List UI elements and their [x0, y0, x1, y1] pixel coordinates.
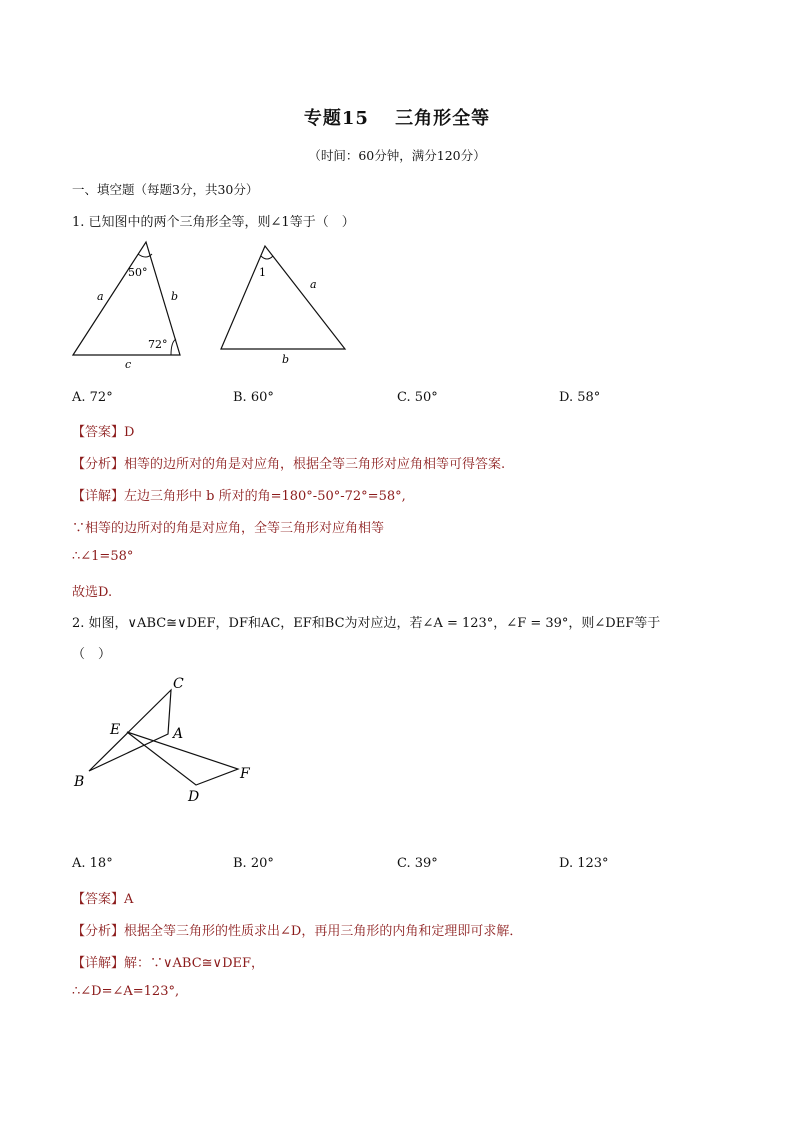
q2-label-d: D: [188, 789, 200, 805]
q1-option-a: A. 72°: [72, 390, 113, 405]
q1-detail-line: [72, 485, 406, 504]
q2-stem-line1: 2. 如图，∨ABC≅∨DEF，DF和AC，EF和BC为对应边，若∠A = 123°，∠F = 39°，则∠DEF等于: [72, 616, 661, 631]
q2-detail-line: [72, 952, 264, 971]
q2-label-a: A: [173, 726, 184, 742]
q2-detail-2: ∴∠D=∠A=123°,: [72, 984, 180, 999]
q2-stem-line2: （ ）: [72, 647, 112, 662]
q1-answer-line: [72, 421, 134, 440]
q2-option-c: C. 39°: [397, 856, 438, 871]
q2-analysis-line: [72, 920, 522, 939]
q1-left-angle-right: 72°: [148, 338, 168, 351]
q2-label-b: B: [74, 774, 85, 790]
q2-figure: [60, 670, 280, 810]
q2-detail-tag: 【详解】: [72, 956, 125, 971]
q1-detail-1: 左边三角形中 b 所对的角=180°-50°-72°=58°,: [124, 489, 406, 504]
q2-answer: A: [124, 892, 134, 907]
q1-option-d: D. 58°: [559, 390, 601, 405]
q1-detail-4: 故选D.: [72, 585, 113, 600]
q1-left-side-a: a: [97, 290, 104, 303]
q1-right-triangle: [221, 246, 345, 349]
q1-right-top-arc: [261, 256, 273, 259]
q1-left-right-arc: [171, 339, 176, 355]
page-subtitle: （时间：60分钟，满分120分）: [308, 148, 486, 163]
q1-option-c: C. 50°: [397, 390, 438, 405]
q1-figure: [60, 236, 360, 376]
q1-right-side-a: a: [310, 278, 317, 291]
q1-detail-3: ∴∠1=58°: [72, 549, 134, 564]
q1-detail-2: ∵相等的边所对的角是对应角，全等三角形对应角相等: [72, 521, 385, 536]
q2-option-d: D. 123°: [559, 856, 609, 871]
q2-triangle-abc: [89, 690, 171, 771]
page-title: 专题15 三角形全等: [303, 108, 491, 129]
q2-label-e: E: [110, 722, 121, 738]
q1-answer-tag: 【答案】: [72, 425, 125, 440]
q1-right-angle-1: 1: [259, 266, 266, 279]
q2-label-c: C: [173, 676, 184, 692]
q2-label-f: F: [240, 766, 250, 782]
q1-answer: D: [124, 425, 135, 440]
section-heading: 一、填空题（每题3分，共30分）: [72, 182, 259, 197]
q1-left-side-b: b: [171, 290, 179, 303]
q1-analysis-line: [72, 453, 505, 472]
q1-stem: 1. 已知图中的两个三角形全等，则∠1等于（ ）: [72, 215, 355, 230]
q2-option-b: B. 20°: [233, 856, 274, 871]
q1-analysis: 相等的边所对的角是对应角，根据全等三角形对应角相等可得答案.: [124, 457, 506, 472]
q2-answer-line: [72, 888, 133, 907]
q2-option-a: A. 18°: [72, 856, 113, 871]
q1-left-angle-top: 50°: [128, 266, 148, 279]
q2-detail-1: 解：∵∨ABC≅∨DEF，: [124, 956, 265, 971]
q1-right-side-b: b: [282, 353, 290, 366]
q2-answer-tag: 【答案】: [72, 892, 125, 907]
q1-detail-tag: 【详解】: [72, 489, 125, 504]
q1-analysis-tag: 【分析】: [72, 457, 125, 472]
q2-analysis: 根据全等三角形的性质求出∠D，再用三角形的内角和定理即可求解．: [124, 924, 523, 939]
q2-analysis-tag: 【分析】: [72, 924, 125, 939]
q1-option-b: B. 60°: [233, 390, 274, 405]
q1-left-side-c: c: [125, 358, 132, 371]
